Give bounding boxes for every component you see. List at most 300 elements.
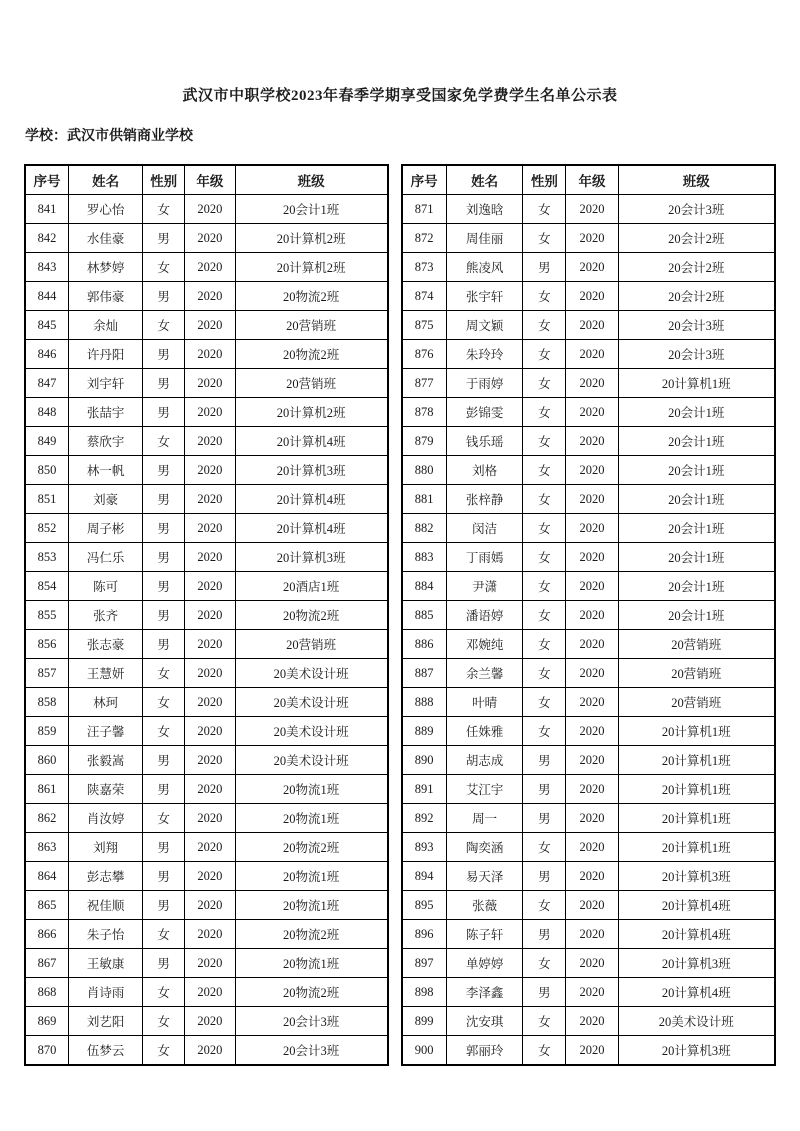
table-cell: 女	[143, 1007, 185, 1036]
table-cell: 女	[523, 572, 566, 601]
table-cell: 20营销班	[618, 659, 775, 688]
table-cell: 2020	[185, 1036, 236, 1066]
table-row	[402, 572, 776, 601]
table-row	[25, 833, 388, 862]
table-cell: 肖汝婷	[69, 804, 143, 833]
table-cell: 20计算机3班	[235, 543, 387, 572]
table-cell: 20计算机1班	[618, 775, 775, 804]
table-cell: 刘豪	[69, 485, 143, 514]
table-cell: 女	[143, 427, 185, 456]
table-row	[25, 804, 388, 833]
table-row	[402, 833, 776, 862]
table-cell: 2020	[566, 427, 618, 456]
table-cell: 女	[523, 717, 566, 746]
table-cell: 于雨婷	[446, 369, 523, 398]
table-cell: 余兰馨	[446, 659, 523, 688]
table-cell: 20会计2班	[618, 282, 775, 311]
table-cell: 858	[25, 688, 69, 717]
table-row	[402, 427, 776, 456]
table-cell: 女	[523, 369, 566, 398]
table-row	[402, 949, 776, 978]
table-cell: 20计算机4班	[235, 427, 387, 456]
table-row	[402, 485, 776, 514]
table-cell: 李泽鑫	[446, 978, 523, 1007]
table-cell: 2020	[566, 398, 618, 427]
table-cell: 874	[402, 282, 447, 311]
table-cell: 女	[523, 543, 566, 572]
header-row	[25, 165, 388, 195]
table-cell: 2020	[185, 398, 236, 427]
table-cell: 2020	[185, 833, 236, 862]
table-cell: 20营销班	[618, 630, 775, 659]
table-cell: 2020	[566, 485, 618, 514]
table-cell: 任姝雅	[446, 717, 523, 746]
table-cell: 20会计3班	[235, 1007, 387, 1036]
table-cell: 女	[143, 688, 185, 717]
table-row	[402, 978, 776, 1007]
table-cell: 20计算机4班	[618, 920, 775, 949]
table-cell: 周文颖	[446, 311, 523, 340]
table-cell: 女	[523, 514, 566, 543]
table-row	[402, 514, 776, 543]
table-cell: 彭志攀	[69, 862, 143, 891]
table-cell: 2020	[566, 920, 618, 949]
table-cell: 2020	[185, 572, 236, 601]
table-cell: 887	[402, 659, 447, 688]
table-cell: 841	[25, 195, 69, 224]
table-row	[402, 920, 776, 949]
table-cell: 2020	[185, 485, 236, 514]
table-cell: 20美术设计班	[235, 746, 387, 775]
table-cell: 892	[402, 804, 447, 833]
table-cell: 2020	[566, 891, 618, 920]
table-row	[25, 862, 388, 891]
table-cell: 893	[402, 833, 447, 862]
table-cell: 898	[402, 978, 447, 1007]
table-cell: 周佳丽	[446, 224, 523, 253]
column-header: 年级	[185, 165, 236, 195]
table-cell: 850	[25, 456, 69, 485]
table-cell: 20计算机1班	[618, 369, 775, 398]
table-cell: 水佳豪	[69, 224, 143, 253]
document-title: 武汉市中职学校2023年春季学期享受国家免学费学生名单公示表	[182, 88, 618, 104]
student-table-right	[401, 164, 777, 1066]
table-cell: 854	[25, 572, 69, 601]
table-row	[25, 601, 388, 630]
table-cell: 2020	[185, 311, 236, 340]
table-cell: 2020	[566, 659, 618, 688]
table-cell: 女	[523, 891, 566, 920]
table-cell: 20物流2班	[235, 833, 387, 862]
table-cell: 843	[25, 253, 69, 282]
table-cell: 肖诗雨	[69, 978, 143, 1007]
table-cell: 2020	[185, 224, 236, 253]
table-cell: 男	[143, 572, 185, 601]
table-cell: 2020	[566, 253, 618, 282]
table-cell: 2020	[185, 543, 236, 572]
table-cell: 男	[143, 630, 185, 659]
table-cell: 女	[523, 630, 566, 659]
student-table-left	[24, 164, 389, 1066]
table-row	[402, 746, 776, 775]
table-cell: 女	[143, 804, 185, 833]
table-cell: 889	[402, 717, 447, 746]
table-cell: 冯仁乐	[69, 543, 143, 572]
table-cell: 女	[523, 601, 566, 630]
table-cell: 883	[402, 543, 447, 572]
table-cell: 男	[523, 253, 566, 282]
table-cell: 20营销班	[235, 369, 387, 398]
table-cell: 20物流1班	[235, 891, 387, 920]
table-cell: 女	[523, 1007, 566, 1036]
table-cell: 2020	[566, 282, 618, 311]
table-cell: 869	[25, 1007, 69, 1036]
table-cell: 2020	[185, 369, 236, 398]
header-row	[402, 165, 776, 195]
table-cell: 2020	[185, 253, 236, 282]
table-row	[402, 543, 776, 572]
table-cell: 860	[25, 746, 69, 775]
table-cell: 女	[523, 282, 566, 311]
table-cell: 20美术设计班	[235, 659, 387, 688]
table-cell: 王慧妍	[69, 659, 143, 688]
table-cell: 2020	[185, 282, 236, 311]
table-cell: 男	[143, 456, 185, 485]
table-cell: 女	[143, 195, 185, 224]
table-cell: 女	[523, 195, 566, 224]
table-cell: 男	[523, 804, 566, 833]
table-cell: 2020	[185, 804, 236, 833]
table-cell: 陈可	[69, 572, 143, 601]
column-header: 年级	[566, 165, 618, 195]
table-cell: 20物流1班	[235, 804, 387, 833]
table-row	[25, 949, 388, 978]
table-cell: 丁雨嫣	[446, 543, 523, 572]
table-cell: 888	[402, 688, 447, 717]
table-cell: 男	[143, 485, 185, 514]
table-cell: 894	[402, 862, 447, 891]
table-cell: 20美术设计班	[235, 688, 387, 717]
table-row	[402, 1007, 776, 1036]
table-row	[25, 630, 388, 659]
table-row	[25, 311, 388, 340]
table-cell: 867	[25, 949, 69, 978]
table-row	[402, 601, 776, 630]
table-cell: 男	[523, 775, 566, 804]
table-cell: 男	[523, 978, 566, 1007]
table-cell: 846	[25, 340, 69, 369]
table-cell: 祝佳顺	[69, 891, 143, 920]
table-cell: 861	[25, 775, 69, 804]
table-cell: 2020	[185, 717, 236, 746]
table-cell: 20会计2班	[618, 253, 775, 282]
table-cell: 男	[143, 398, 185, 427]
table-cell: 2020	[566, 833, 618, 862]
table-cell: 周一	[446, 804, 523, 833]
column-header: 班级	[618, 165, 775, 195]
table-cell: 女	[143, 717, 185, 746]
table-cell: 20会计3班	[618, 340, 775, 369]
table-cell: 女	[523, 427, 566, 456]
table-row	[25, 688, 388, 717]
table-row	[402, 340, 776, 369]
table-row	[402, 311, 776, 340]
table-cell: 男	[143, 601, 185, 630]
table-cell: 2020	[185, 630, 236, 659]
table-cell: 20美术设计班	[235, 717, 387, 746]
table-cell: 女	[523, 949, 566, 978]
table-row	[402, 224, 776, 253]
table-row	[402, 282, 776, 311]
table-row	[25, 1036, 388, 1066]
table-cell: 张毅嵩	[69, 746, 143, 775]
column-header: 性别	[523, 165, 566, 195]
table-cell: 891	[402, 775, 447, 804]
table-row	[402, 891, 776, 920]
table-cell: 863	[25, 833, 69, 862]
table-cell: 886	[402, 630, 447, 659]
table-cell: 873	[402, 253, 447, 282]
table-row	[402, 456, 776, 485]
table-cell: 2020	[566, 311, 618, 340]
table-cell: 2020	[185, 746, 236, 775]
table-cell: 男	[143, 862, 185, 891]
table-cell: 2020	[566, 949, 618, 978]
table-cell: 王敏康	[69, 949, 143, 978]
table-cell: 20计算机1班	[618, 717, 775, 746]
table-cell: 870	[25, 1036, 69, 1066]
table-cell: 882	[402, 514, 447, 543]
table-cell: 864	[25, 862, 69, 891]
table-cell: 2020	[185, 920, 236, 949]
table-cell: 20计算机3班	[235, 456, 387, 485]
table-cell: 2020	[185, 456, 236, 485]
table-cell: 2020	[566, 717, 618, 746]
table-cell: 2020	[185, 1007, 236, 1036]
table-cell: 男	[143, 775, 185, 804]
table-cell: 20计算机3班	[618, 862, 775, 891]
table-cell: 878	[402, 398, 447, 427]
table-cell: 20酒店1班	[235, 572, 387, 601]
table-cell: 男	[523, 920, 566, 949]
table-cell: 张志豪	[69, 630, 143, 659]
table-cell: 2020	[566, 601, 618, 630]
table-cell: 20会计1班	[618, 514, 775, 543]
table-cell: 2020	[566, 775, 618, 804]
table-cell: 2020	[185, 659, 236, 688]
table-cell: 2020	[185, 195, 236, 224]
table-cell: 胡志成	[446, 746, 523, 775]
table-row	[25, 920, 388, 949]
table-cell: 邓婉纯	[446, 630, 523, 659]
table-cell: 2020	[566, 224, 618, 253]
table-row	[402, 630, 776, 659]
table-cell: 闵洁	[446, 514, 523, 543]
table-cell: 女	[143, 920, 185, 949]
table-cell: 20物流2班	[235, 978, 387, 1007]
table-row	[402, 369, 776, 398]
table-cell: 856	[25, 630, 69, 659]
table-cell: 男	[143, 282, 185, 311]
table-cell: 男	[143, 891, 185, 920]
table-cell: 2020	[566, 804, 618, 833]
table-cell: 张齐	[69, 601, 143, 630]
table-cell: 20会计1班	[618, 456, 775, 485]
table-cell: 20计算机1班	[618, 746, 775, 775]
table-row	[25, 195, 388, 224]
table-cell: 易天泽	[446, 862, 523, 891]
table-cell: 男	[523, 746, 566, 775]
table-cell: 女	[523, 1036, 566, 1066]
table-cell: 林梦婷	[69, 253, 143, 282]
table-cell: 沈安琪	[446, 1007, 523, 1036]
table-cell: 2020	[185, 427, 236, 456]
table-cell: 853	[25, 543, 69, 572]
table-row	[402, 253, 776, 282]
table-cell: 20计算机4班	[235, 485, 387, 514]
table-row	[25, 340, 388, 369]
table-cell: 刘宇轩	[69, 369, 143, 398]
table-cell: 852	[25, 514, 69, 543]
table-cell: 2020	[185, 949, 236, 978]
table-cell: 2020	[185, 978, 236, 1007]
table-cell: 男	[143, 833, 185, 862]
table-cell: 张梓静	[446, 485, 523, 514]
table-cell: 20计算机4班	[618, 891, 775, 920]
table-row	[25, 543, 388, 572]
table-cell: 男	[143, 746, 185, 775]
table-cell: 899	[402, 1007, 447, 1036]
table-cell: 20会计3班	[618, 311, 775, 340]
table-cell: 2020	[185, 340, 236, 369]
table-cell: 862	[25, 804, 69, 833]
table-cell: 2020	[566, 369, 618, 398]
table-cell: 2020	[566, 456, 618, 485]
table-cell: 女	[143, 978, 185, 1007]
column-header: 姓名	[446, 165, 523, 195]
table-cell: 842	[25, 224, 69, 253]
table-cell: 20计算机4班	[618, 978, 775, 1007]
table-cell: 855	[25, 601, 69, 630]
table-cell: 2020	[566, 688, 618, 717]
table-cell: 钱乐瑶	[446, 427, 523, 456]
table-row	[25, 369, 388, 398]
table-row	[25, 514, 388, 543]
table-cell: 2020	[566, 340, 618, 369]
tables-container	[24, 164, 776, 1066]
table-cell: 男	[143, 543, 185, 572]
table-cell: 2020	[185, 862, 236, 891]
table-cell: 845	[25, 311, 69, 340]
table-cell: 陈子轩	[446, 920, 523, 949]
table-cell: 872	[402, 224, 447, 253]
column-header: 姓名	[69, 165, 143, 195]
table-cell: 865	[25, 891, 69, 920]
table-cell: 男	[143, 340, 185, 369]
table-cell: 868	[25, 978, 69, 1007]
table-cell: 881	[402, 485, 447, 514]
table-cell: 20计算机2班	[235, 253, 387, 282]
table-row	[25, 253, 388, 282]
table-cell: 890	[402, 746, 447, 775]
table-cell: 20物流2班	[235, 601, 387, 630]
table-cell: 20会计1班	[618, 398, 775, 427]
table-cell: 2020	[566, 514, 618, 543]
table-cell: 女	[143, 253, 185, 282]
table-cell: 2020	[185, 601, 236, 630]
table-cell: 876	[402, 340, 447, 369]
table-cell: 张薇	[446, 891, 523, 920]
table-cell: 884	[402, 572, 447, 601]
table-cell: 20物流2班	[235, 340, 387, 369]
table-cell: 刘逸晗	[446, 195, 523, 224]
table-cell: 蔡欣宇	[69, 427, 143, 456]
table-cell: 许丹阳	[69, 340, 143, 369]
table-cell: 女	[523, 340, 566, 369]
table-cell: 2020	[185, 775, 236, 804]
table-cell: 20物流1班	[235, 775, 387, 804]
table-cell: 陶奕涵	[446, 833, 523, 862]
table-cell: 熊凌风	[446, 253, 523, 282]
table-cell: 857	[25, 659, 69, 688]
table-cell: 897	[402, 949, 447, 978]
column-header: 性别	[143, 165, 185, 195]
table-cell: 男	[143, 514, 185, 543]
table-cell: 男	[143, 224, 185, 253]
table-cell: 20会计1班	[618, 601, 775, 630]
table-row	[402, 717, 776, 746]
table-cell: 20计算机3班	[618, 1036, 775, 1066]
table-cell: 林珂	[69, 688, 143, 717]
table-cell: 20计算机2班	[235, 224, 387, 253]
table-cell: 郭丽玲	[446, 1036, 523, 1066]
table-cell: 女	[143, 1036, 185, 1066]
column-header: 序号	[25, 165, 69, 195]
table-cell: 女	[523, 224, 566, 253]
table-cell: 871	[402, 195, 447, 224]
table-cell: 男	[143, 369, 185, 398]
table-cell: 张喆宇	[69, 398, 143, 427]
table-row	[25, 659, 388, 688]
table-cell: 男	[143, 949, 185, 978]
table-cell: 汪子馨	[69, 717, 143, 746]
table-cell: 900	[402, 1036, 447, 1066]
table-cell: 847	[25, 369, 69, 398]
table-cell: 2020	[566, 543, 618, 572]
table-row	[25, 485, 388, 514]
table-cell: 879	[402, 427, 447, 456]
table-cell: 2020	[185, 688, 236, 717]
table-cell: 刘艺阳	[69, 1007, 143, 1036]
school-label: 学校：武汉市供销商业学校	[25, 129, 193, 144]
table-row	[402, 688, 776, 717]
table-row	[25, 775, 388, 804]
table-cell: 2020	[566, 1036, 618, 1066]
table-row	[402, 1036, 776, 1066]
table-row	[402, 775, 776, 804]
table-cell: 女	[523, 311, 566, 340]
table-row	[25, 978, 388, 1007]
table-cell: 20营销班	[618, 688, 775, 717]
table-row	[25, 891, 388, 920]
table-row	[25, 746, 388, 775]
table-cell: 20营销班	[235, 311, 387, 340]
table-cell: 2020	[566, 862, 618, 891]
table-cell: 2020	[566, 1007, 618, 1036]
table-cell: 880	[402, 456, 447, 485]
table-cell: 851	[25, 485, 69, 514]
table-cell: 895	[402, 891, 447, 920]
